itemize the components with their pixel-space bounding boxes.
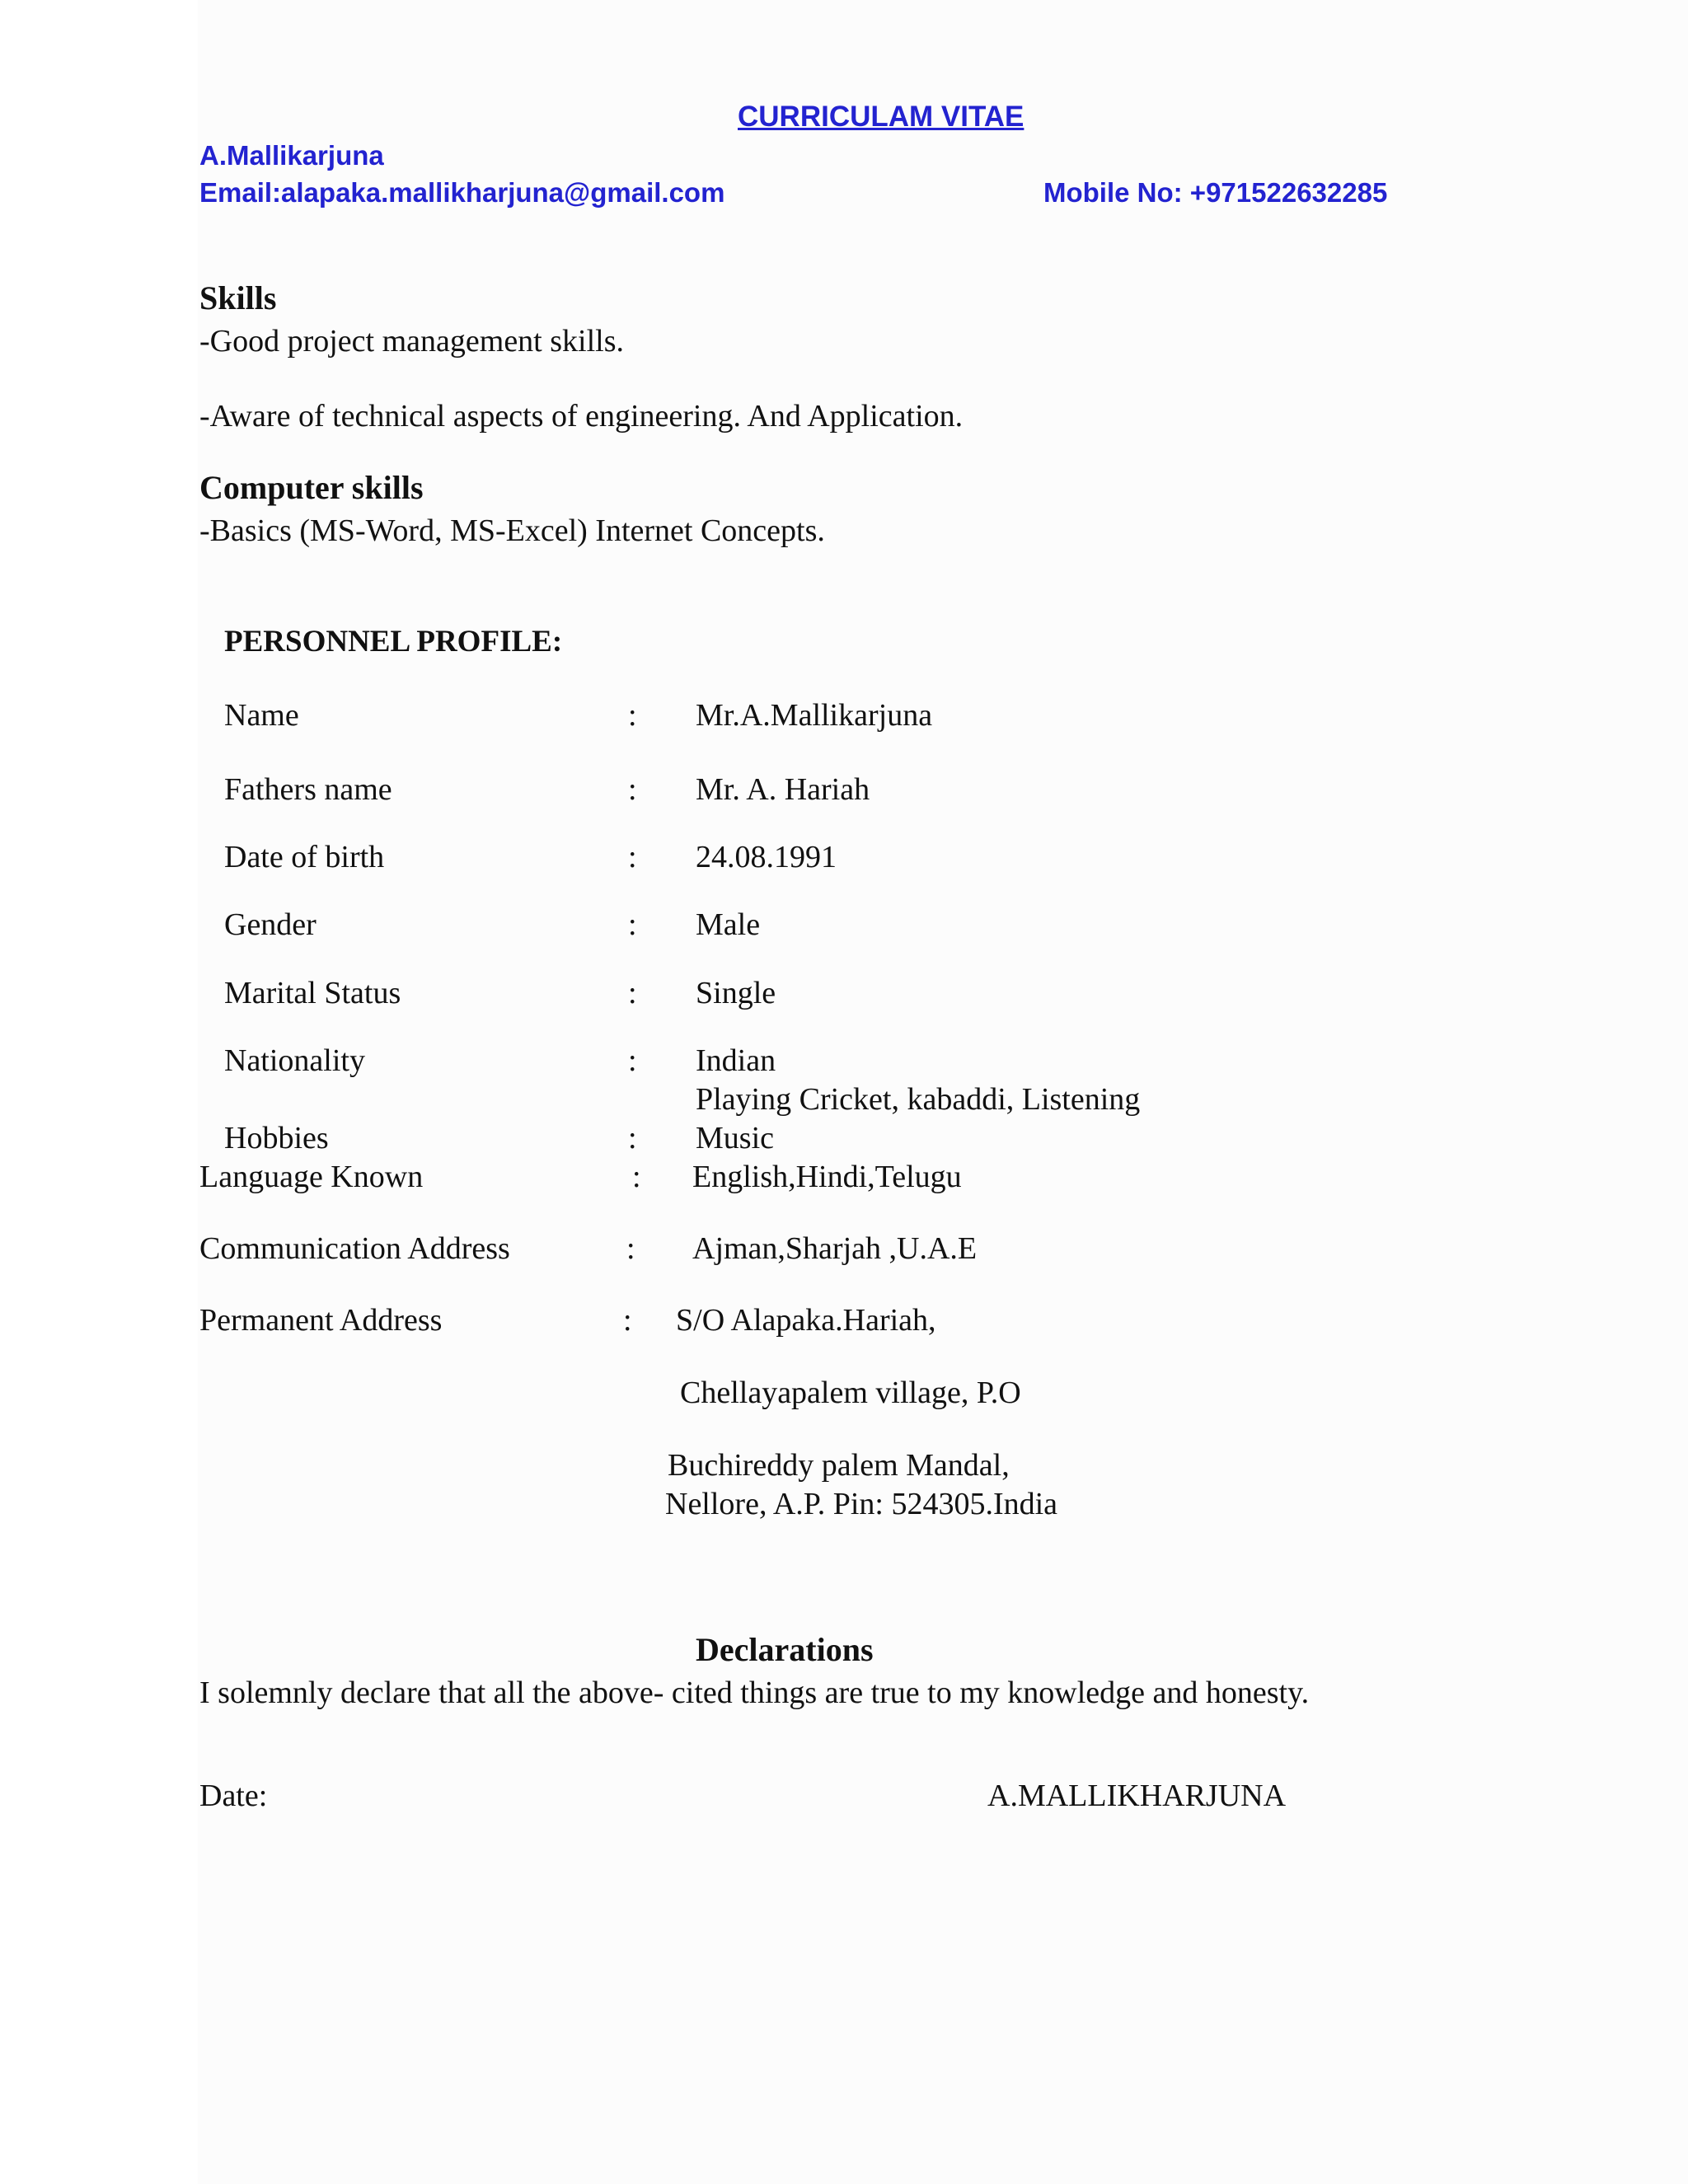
profile-separator: : <box>623 1303 632 1338</box>
applicant-name: A.Mallikarjuna <box>199 140 384 171</box>
profile-value-permanent-address: S/O Alapaka.Hariah, <box>676 1303 936 1338</box>
skill-item: -Good project management skills. <box>199 324 624 359</box>
declaration-text: I solemnly declare that all the above- cited things are true to my knowledge and honesty. <box>199 1675 1310 1710</box>
profile-label-name: Name <box>224 698 299 733</box>
profile-separator: : <box>628 1121 637 1155</box>
profile-separator: : <box>628 772 637 807</box>
computer-skills-heading: Computer skills <box>199 469 424 506</box>
profile-separator: : <box>632 1160 641 1194</box>
profile-value-gender: Male <box>696 907 761 942</box>
declarations-heading: Declarations <box>696 1631 874 1668</box>
profile-separator: : <box>628 840 637 874</box>
profile-value-nationality: Indian <box>696 1043 776 1078</box>
profile-label-hobbies: Hobbies <box>224 1121 329 1155</box>
skills-heading: Skills <box>199 279 277 316</box>
profile-separator: : <box>626 1231 635 1266</box>
document-title: CURRICULAM VITAE <box>738 101 1025 133</box>
profile-separator: : <box>628 1043 637 1078</box>
profile-label-permanent-address: Permanent Address <box>199 1303 443 1338</box>
profile-separator: : <box>628 698 637 733</box>
profile-value-name: Mr.A.Mallikarjuna <box>696 698 933 733</box>
mobile-number: Mobile No: +971522632285 <box>1043 177 1388 208</box>
profile-separator: : <box>628 976 637 1010</box>
skill-item: -Aware of technical aspects of engineering. And Application. <box>199 399 964 434</box>
profile-label-date-of-birth: Date of birth <box>224 840 385 874</box>
address-line: Nellore, A.P. Pin: 524305.India <box>665 1487 1058 1521</box>
address-line: Chellayapalem village, P.O <box>680 1376 1021 1410</box>
profile-separator: : <box>628 907 637 942</box>
email-address[interactable]: Email:alapaka.mallikharjuna@gmail.com <box>199 177 725 208</box>
personnel-profile-heading: PERSONNEL PROFILE: <box>224 625 563 658</box>
address-line: Buchireddy palem Mandal, <box>668 1448 1010 1483</box>
profile-value-language-known: English,Hindi,Telugu <box>692 1160 962 1194</box>
date-label: Date: <box>199 1779 268 1813</box>
profile-value-hobbies-line1: Playing Cricket, kabaddi, Listening <box>696 1082 1141 1117</box>
profile-value-marital-status: Single <box>696 976 776 1010</box>
profile-value-fathers-name: Mr. A. Hariah <box>696 772 870 807</box>
profile-label-communication-address: Communication Address <box>199 1231 510 1266</box>
profile-value-communication-address: Ajman,Sharjah ,U.A.E <box>692 1231 978 1266</box>
profile-value-hobbies-line2: Music <box>696 1121 774 1155</box>
profile-label-language-known: Language Known <box>199 1160 424 1194</box>
signature-name: A.MALLIKHARJUNA <box>987 1779 1287 1813</box>
computer-skill-item: -Basics (MS-Word, MS-Excel) Internet Concepts. <box>199 513 825 548</box>
profile-label-nationality: Nationality <box>224 1043 365 1078</box>
profile-label-gender: Gender <box>224 907 316 942</box>
profile-label-fathers-name: Fathers name <box>224 772 392 807</box>
profile-value-date-of-birth: 24.08.1991 <box>696 840 837 874</box>
profile-label-marital-status: Marital Status <box>224 976 401 1010</box>
